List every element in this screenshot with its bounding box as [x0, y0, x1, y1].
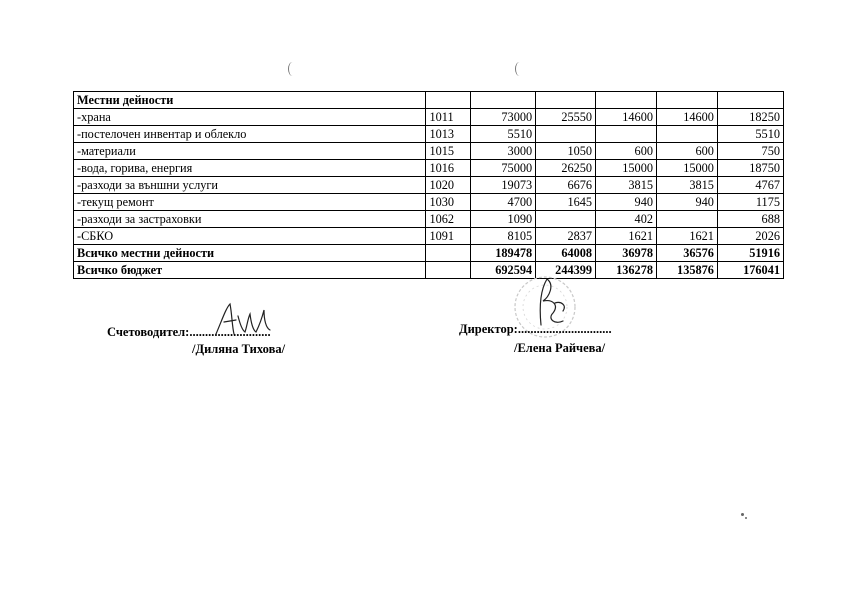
value-cell: 4700	[471, 194, 536, 211]
row-name-cell: -СБКО	[74, 228, 426, 245]
scan-speck	[741, 513, 744, 516]
value-cell: 940	[657, 194, 718, 211]
row-code-cell: 1030	[426, 194, 471, 211]
table-row	[74, 194, 784, 211]
value-cell: 135876	[657, 262, 718, 279]
value-cell: 14600	[596, 109, 657, 126]
value-cell: 176041	[717, 262, 783, 279]
budget-table	[73, 91, 784, 279]
row-code-cell	[426, 262, 471, 279]
value-cell: 36978	[596, 245, 657, 262]
director-label: Директор:..............................	[459, 322, 612, 336]
row-code-cell	[426, 245, 471, 262]
section-header: Местни дейности	[74, 92, 426, 109]
row-code-cell: 1091	[426, 228, 471, 245]
table-row	[74, 228, 784, 245]
director-name: /Елена Райчева/	[514, 341, 606, 355]
table-row	[74, 109, 784, 126]
value-cell: 36576	[657, 245, 718, 262]
value-cell: 402	[596, 211, 657, 228]
value-cell: 15000	[657, 160, 718, 177]
value-cell	[596, 126, 657, 143]
value-cell	[536, 126, 596, 143]
value-cell: 1621	[657, 228, 718, 245]
value-cell: 3815	[596, 177, 657, 194]
value-cell: 25550	[536, 109, 596, 126]
value-cell: 64008	[536, 245, 596, 262]
value-cell: 1645	[536, 194, 596, 211]
scan-speck	[745, 517, 747, 519]
accountant-name: /Диляна Тихова/	[192, 342, 286, 356]
value-cell: 3000	[471, 143, 536, 160]
value-cell: 18250	[717, 109, 783, 126]
value-cell: 4767	[717, 177, 783, 194]
row-code-cell: 1015	[426, 143, 471, 160]
table-row	[74, 177, 784, 194]
value-cell: 600	[657, 143, 718, 160]
value-cell: 51916	[717, 245, 783, 262]
row-name-cell: -материали	[74, 143, 426, 160]
value-cell: 73000	[471, 109, 536, 126]
value-cell: 8105	[471, 228, 536, 245]
value-cell: 940	[596, 194, 657, 211]
value-cell: 692594	[471, 262, 536, 279]
table-row	[74, 211, 784, 228]
row-name-cell: -текущ ремонт	[74, 194, 426, 211]
value-cell: 688	[717, 211, 783, 228]
value-cell: 1090	[471, 211, 536, 228]
accountant-label: Счетоводител:..........................	[107, 325, 271, 339]
row-code-cell: 1020	[426, 177, 471, 194]
value-cell: 1621	[596, 228, 657, 245]
value-cell: 26250	[536, 160, 596, 177]
value-cell: 6676	[536, 177, 596, 194]
value-cell: 1050	[536, 143, 596, 160]
value-cell: 19073	[471, 177, 536, 194]
row-name-cell: Всичко бюджет	[74, 262, 426, 279]
row-code-cell: 1011	[426, 109, 471, 126]
value-cell: 14600	[657, 109, 718, 126]
value-cell: 2837	[536, 228, 596, 245]
punch-hole-mark	[515, 62, 524, 76]
value-cell: 3815	[657, 177, 718, 194]
value-cell: 18750	[717, 160, 783, 177]
row-name-cell: Всичко местни дейности	[74, 245, 426, 262]
value-cell: 5510	[471, 126, 536, 143]
value-cell: 15000	[596, 160, 657, 177]
row-code-cell: 1013	[426, 126, 471, 143]
row-name-cell: -разходи за външни услуги	[74, 177, 426, 194]
value-cell: 244399	[536, 262, 596, 279]
value-cell: 2026	[717, 228, 783, 245]
value-cell	[536, 211, 596, 228]
value-cell: 1175	[717, 194, 783, 211]
value-cell	[657, 126, 718, 143]
row-name-cell: -разходи за застраховки	[74, 211, 426, 228]
value-cell: 75000	[471, 160, 536, 177]
value-cell: 5510	[717, 126, 783, 143]
value-cell	[657, 211, 718, 228]
row-name-cell: -храна	[74, 109, 426, 126]
value-cell: 189478	[471, 245, 536, 262]
value-cell: 600	[596, 143, 657, 160]
row-name-cell: -постелочен инвентар и облекло	[74, 126, 426, 143]
table-total-row	[74, 262, 784, 279]
value-cell: 750	[717, 143, 783, 160]
table-row	[74, 126, 784, 143]
value-cell: 136278	[596, 262, 657, 279]
punch-hole-mark	[288, 62, 297, 76]
table-row	[74, 143, 784, 160]
row-code-cell: 1062	[426, 211, 471, 228]
table-row	[74, 160, 784, 177]
row-code-cell: 1016	[426, 160, 471, 177]
table-total-row	[74, 245, 784, 262]
table-header-row	[74, 92, 784, 109]
row-name-cell: -вода, горива, енергия	[74, 160, 426, 177]
